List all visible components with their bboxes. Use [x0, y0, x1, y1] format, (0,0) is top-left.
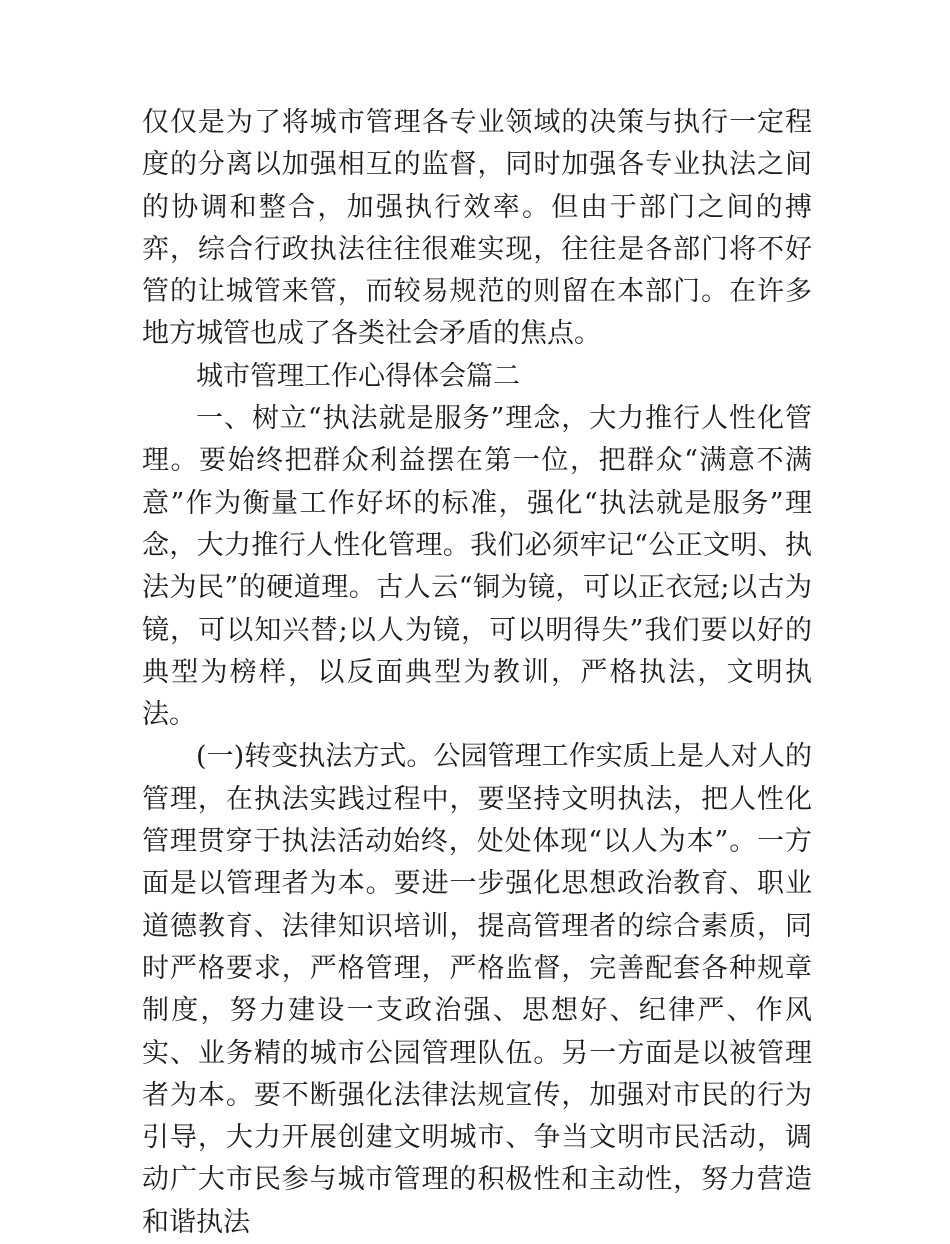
document-body: [142, 102, 812, 1244]
section-heading: 城市管理工作心得体会篇二: [196, 360, 520, 392]
paragraph-sub-point-one: (一)转变执法方式。公园管理工作实质上是人对人的管理，在执法实践过程中，要坚持文明执法，把人性化管理贯穿于执法活动始终，处处体现“以人为本”。一方面是以管理者为本。要进一步强化思想政治教育、职业道德教育、法律知识培训，提高管理者的综合素质，同时严格要求，严格管理，严格监督，完善配套各种规章制度，努力建设一支政治强、思想好、纪律严、作风实、业务精的城市公园管理队伍。另一方面是以被管理者为本。要不断强化法律法规宣传，加强对市民的行为引导，大力开展创建文明城市、争当文明市民活动，调动广大市民参与城市管理的积极性和主动性，努力营造和谐执法: [142, 741, 812, 1238]
paragraph-continuation: 仅仅是为了将城市管理各专业领域的决策与执行一定程度的分离以加强相互的监督，同时加强各专业执法之间的协调和整合，加强执行效率。但由于部门之间的搏弈，综合行政执法往往很难实现，往往是各部门将不好管的让城管来管，而较易规范的则留在本部门。在许多地方城管也成了各类社会矛盾的焦点。: [142, 107, 812, 350]
paragraph-point-one: 一、树立“执法就是服务”理念，大力推行人性化管理。要始终把群众利益摆在第一位，把群众“满意不满意”作为衡量工作好坏的标准，强化“执法就是服务”理念，大力推行人性化管理。我们必须牢记“公正文明、执法为民”的硬道理。古人云“铜为镜，可以正衣冠;以古为镜，可以知兴替;以人为镜，可以明得失”我们要以好的典型为榜样，以反面典型为教训，严格执法，文明执法。: [142, 403, 812, 731]
